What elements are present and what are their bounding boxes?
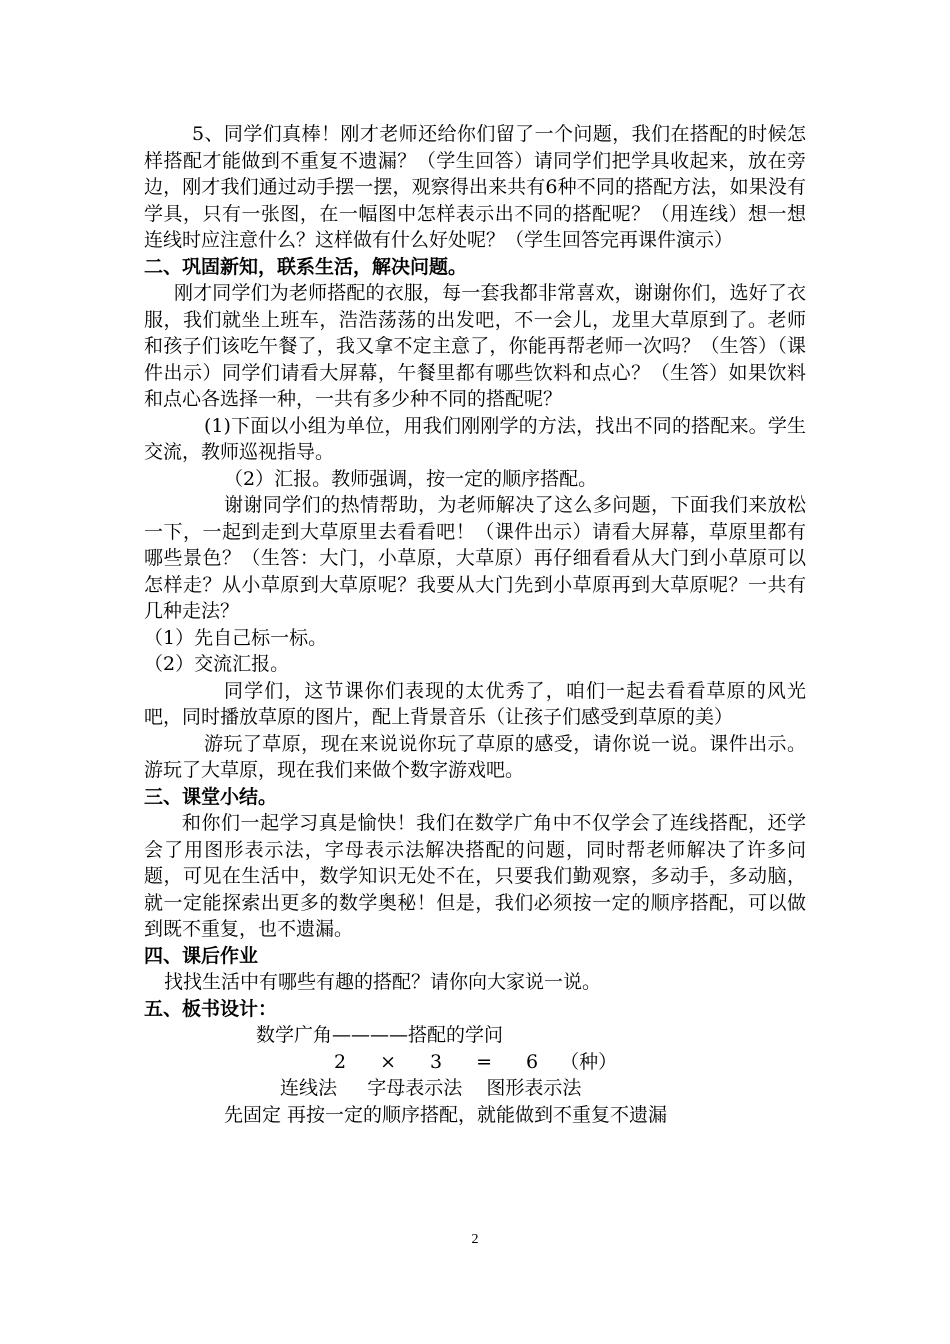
eq-factor-a: 2 (334, 1050, 347, 1073)
eq-times-sign: × (380, 1050, 397, 1073)
paragraph-group-work: (1)下面以小组为单位，用我们刚刚学的方法，找出不同的搭配来。学生交流，教师巡视指导。 (144, 414, 806, 463)
eq-factor-b: 3 (430, 1050, 443, 1073)
eq-result: 6 (526, 1050, 539, 1073)
paragraph-exchange: （2）交流汇报。 (144, 653, 290, 675)
paragraph-homework: 找找生活中有哪些有趣的搭配？请你向大家说一说。 (164, 971, 602, 993)
paragraph-feelings: 游玩了草原，现在来说说你玩了草原的感受，请你说一说。课件出示。游玩了大草原，现在我们来做个数字游戏吧。 (144, 732, 806, 781)
section-heading-2: 二、巩固新知，联系生活，解决问题。 (144, 255, 468, 278)
document-body (144, 121, 806, 1128)
eq-equals-sign: = (476, 1050, 493, 1073)
board-methods: 连线法 字母表示法 图形表示法 (280, 1077, 582, 1099)
section-heading-4: 四、课后作业 (144, 944, 259, 967)
section-heading-5: 五、板书设计： (144, 997, 278, 1020)
paragraph-report: （2）汇报。教师强调，按一定的顺序搭配。 (224, 467, 598, 490)
paragraph-grassland: 谢谢同学们的热情帮助，为老师解决了这么多问题，下面我们来放松一下，一起到走到大草原里去看看吧！（课件出示）请看大屏幕，草原里都有哪些景色？（生答：大门，小草原，大草原）再仔细看看从大门到小草原可以怎样走？从小草原到大草原呢？我要从大门先到小草原再到大草原呢？一共有几种走法？ (144, 494, 806, 622)
page-number: 2 (471, 1232, 479, 1247)
board-equation (144, 1049, 806, 1076)
section-heading-3: 三、课堂小结。 (144, 785, 278, 808)
paragraph-step-5: 5、同学们真棒！刚才老师还给你们留了一个问题，我们在搭配的时候怎样搭配才能做到不重复不遗漏？（学生回答）请同学们把学具收起来，放在旁边，刚才我们通过动手摆一摆，观察得出来共有6种不同的搭配方法，如果没有学具，只有一张图，在一幅图中怎样表示出不同的搭配呢？（用连线）想一想连线时应注意什么？这样做有什么好处呢？（学生回答完再课件演示） (144, 123, 806, 251)
paragraph-lunch: 刚才同学们为老师搭配的衣服，每一套我都非常喜欢，谢谢你们，选好了衣服，我们就坐上班车，浩浩荡荡的出发吧，不一会儿，龙里大草原到了。老师和孩子们该吃午餐了，我又拿不定主意了，你能再帮老师一次吗？（生答）（课件出示）同学们请看大屏幕，午餐里都有哪些饮料和点心？（生答）如果饮料和点心各选择一种，一共有多少种不同的搭配呢？ (144, 282, 806, 410)
paragraph-summary: 和你们一起学习真是愉快！我们在数学广角中不仅学会了连线搭配，还学会了用图形表示法，字母表示法解决搭配的问题，同时帮老师解决了许多问题，可见在生活中，数学知识无处不在，只要我们勤观察，多动手，多动脑，就一定能探索出更多的数学奥秘！但是，我们必须按一定的顺序搭配，可以做到既不重复，也不遗漏。 (144, 812, 806, 940)
paragraph-scenery: 同学们，这节课你们表现的太优秀了，咱们一起去看看草原的风光吧，同时播放草原的图片，配上背景音乐（让孩子们感受到草原的美） (144, 679, 806, 728)
board-title: 数学广角————搭配的学问 (256, 1024, 504, 1046)
eq-unit: （种） (560, 1050, 618, 1073)
board-summary: 先固定 再按一定的顺序搭配，就能做到不重复不遗漏 (224, 1103, 668, 1126)
paragraph-mark: （1）先自己标一标。 (144, 626, 328, 649)
